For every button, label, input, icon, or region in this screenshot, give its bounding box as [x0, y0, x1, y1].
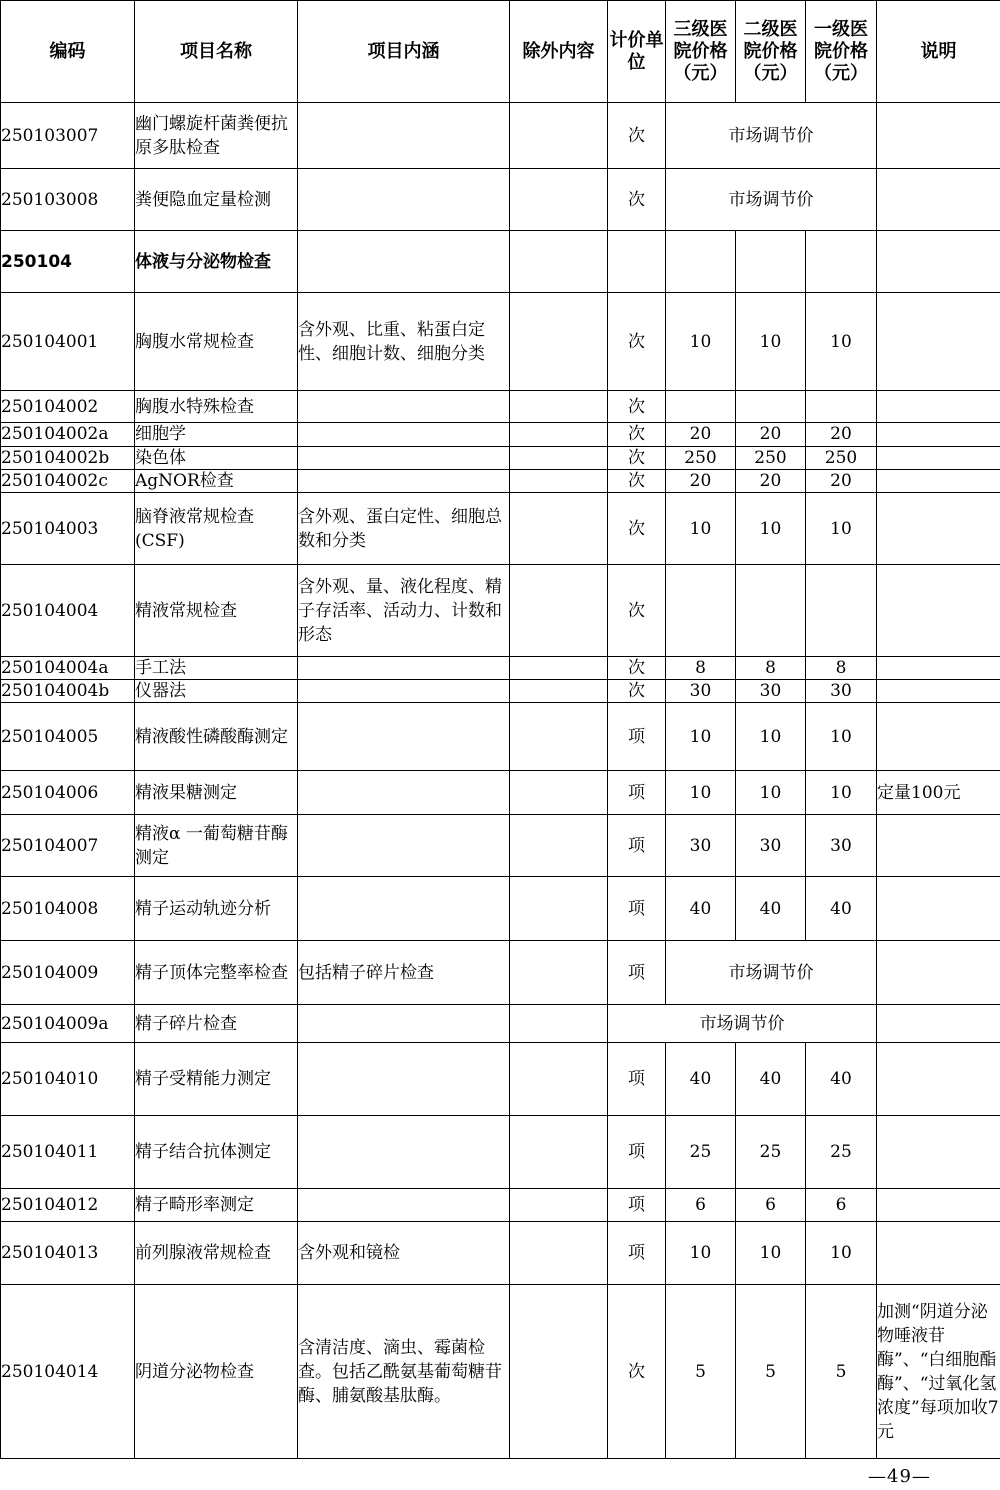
- cell-note: [877, 703, 1000, 771]
- header-excluded: 除外内容: [510, 1, 608, 103]
- cell-scope: 含外观、量、液化程度、精子存活率、活动力、计数和形态: [298, 565, 510, 657]
- cell-note: [877, 680, 1000, 703]
- section-row: [1, 231, 1000, 293]
- table-row: [1, 103, 1000, 169]
- cell-price-level3: 20: [666, 423, 736, 447]
- cell-excluded: [510, 1005, 608, 1043]
- cell-scope: [298, 877, 510, 941]
- cell-scope: 含外观和镜检: [298, 1222, 510, 1285]
- cell-price-level3: 10: [666, 703, 736, 771]
- header-unit: 计价单位: [608, 1, 666, 103]
- page-number: —49—: [868, 1466, 931, 1487]
- cell-excluded: [510, 169, 608, 231]
- cell-scope: [298, 1116, 510, 1189]
- cell-note: [877, 293, 1000, 391]
- cell-scope: 含外观、蛋白定性、细胞总数和分类: [298, 493, 510, 565]
- cell-code: 250104014: [1, 1285, 135, 1459]
- cell-code: 250104002a: [1, 423, 135, 447]
- cell-code: 250104004: [1, 565, 135, 657]
- cell-price-level3: 5: [666, 1285, 736, 1459]
- cell-unit: 次: [608, 1285, 666, 1459]
- cell-market-price: 市场调节价: [666, 941, 877, 1005]
- cell-unit: 次: [608, 493, 666, 565]
- table-row: [1, 1005, 1000, 1043]
- cell-excluded: [510, 1222, 608, 1285]
- cell-unit: 次: [608, 103, 666, 169]
- cell-note: [877, 447, 1000, 470]
- cell-excluded: [510, 877, 608, 941]
- header-scope: 项目内涵: [298, 1, 510, 103]
- header-code: 编码: [1, 1, 135, 103]
- table-row: [1, 657, 1000, 680]
- header-note: 说明: [877, 1, 1000, 103]
- cell-code: 250104012: [1, 1189, 135, 1222]
- table-row: [1, 771, 1000, 815]
- cell-price-level1: 10: [806, 703, 877, 771]
- cell-price-level3: 6: [666, 1189, 736, 1222]
- cell-excluded: [510, 493, 608, 565]
- cell-note: [877, 1222, 1000, 1285]
- cell-price-level1: [806, 231, 877, 293]
- cell-name: 染色体: [135, 447, 298, 470]
- cell-price-level2: 10: [736, 703, 806, 771]
- cell-price-level2: 20: [736, 423, 806, 447]
- cell-price-level1: 250: [806, 447, 877, 470]
- cell-unit: 次: [608, 447, 666, 470]
- cell-name: 体液与分泌物检查: [135, 231, 298, 293]
- cell-scope: [298, 231, 510, 293]
- cell-name: 仪器法: [135, 680, 298, 703]
- cell-unit: 次: [608, 423, 666, 447]
- cell-price-level2: [736, 391, 806, 423]
- cell-scope: [298, 680, 510, 703]
- cell-price-level1: 10: [806, 771, 877, 815]
- table-row: [1, 493, 1000, 565]
- cell-excluded: [510, 447, 608, 470]
- cell-unit: 项: [608, 1222, 666, 1285]
- cell-code: 250104013: [1, 1222, 135, 1285]
- table-row: [1, 470, 1000, 493]
- cell-excluded: [510, 1189, 608, 1222]
- table-row: [1, 423, 1000, 447]
- cell-price-level1: 40: [806, 877, 877, 941]
- cell-price-level3: 30: [666, 815, 736, 877]
- cell-unit: 次: [608, 470, 666, 493]
- table-row: [1, 877, 1000, 941]
- header-price-level1: 一级医院价格（元）: [806, 1, 877, 103]
- cell-price-level1: 6: [806, 1189, 877, 1222]
- cell-price-level2: 30: [736, 815, 806, 877]
- cell-scope: [298, 771, 510, 815]
- cell-note: 定量100元: [877, 771, 1000, 815]
- cell-unit: 次: [608, 293, 666, 391]
- cell-scope: [298, 470, 510, 493]
- cell-name: 精液α 一葡萄糖苷酶测定: [135, 815, 298, 877]
- cell-excluded: [510, 565, 608, 657]
- cell-price-level2: 10: [736, 293, 806, 391]
- header-row: [1, 1, 1000, 103]
- table-row: [1, 565, 1000, 657]
- cell-unit: 项: [608, 1116, 666, 1189]
- cell-code: 250104002b: [1, 447, 135, 470]
- header-price-level2: 二级医院价格（元）: [736, 1, 806, 103]
- cell-code: 250104010: [1, 1043, 135, 1116]
- table-row: [1, 1043, 1000, 1116]
- cell-price-level1: 30: [806, 680, 877, 703]
- cell-scope: 含外观、比重、粘蛋白定性、细胞计数、细胞分类: [298, 293, 510, 391]
- cell-code: 250103008: [1, 169, 135, 231]
- cell-price-level3: 25: [666, 1116, 736, 1189]
- cell-name: 精子畸形率测定: [135, 1189, 298, 1222]
- cell-price-level1: 10: [806, 1222, 877, 1285]
- cell-price-level3: 20: [666, 470, 736, 493]
- table-row: [1, 391, 1000, 423]
- cell-code: 250104001: [1, 293, 135, 391]
- cell-price-level2: 5: [736, 1285, 806, 1459]
- cell-note: 加测“阴道分泌物唾液苷酶”、“白细胞酯酶”、“过氧化氢浓度”每项加收7元: [877, 1285, 1000, 1459]
- cell-name: 前列腺液常规检查: [135, 1222, 298, 1285]
- cell-name: 幽门螺旋杆菌粪便抗原多肽检查: [135, 103, 298, 169]
- cell-unit: 项: [608, 941, 666, 1005]
- cell-price-level1: [806, 391, 877, 423]
- cell-excluded: [510, 771, 608, 815]
- cell-price-level2: 8: [736, 657, 806, 680]
- cell-scope: 包括精子碎片检查: [298, 941, 510, 1005]
- cell-excluded: [510, 231, 608, 293]
- cell-note: [877, 470, 1000, 493]
- cell-unit: 次: [608, 391, 666, 423]
- table-row: [1, 1189, 1000, 1222]
- cell-unit: 项: [608, 815, 666, 877]
- cell-excluded: [510, 1285, 608, 1459]
- cell-scope: [298, 447, 510, 470]
- cell-excluded: [510, 703, 608, 771]
- table-row: [1, 815, 1000, 877]
- cell-excluded: [510, 1116, 608, 1189]
- cell-note: [877, 657, 1000, 680]
- cell-price-level1: 10: [806, 493, 877, 565]
- cell-price-level1: 8: [806, 657, 877, 680]
- cell-excluded: [510, 103, 608, 169]
- cell-name: 胸腹水特殊检查: [135, 391, 298, 423]
- table-row: [1, 703, 1000, 771]
- cell-price-level1: 5: [806, 1285, 877, 1459]
- cell-unit: 项: [608, 771, 666, 815]
- cell-excluded: [510, 1043, 608, 1116]
- cell-unit: 项: [608, 703, 666, 771]
- cell-name: 精子结合抗体测定: [135, 1116, 298, 1189]
- cell-name: 精子运动轨迹分析: [135, 877, 298, 941]
- cell-code: 250104009: [1, 941, 135, 1005]
- cell-code: 250104011: [1, 1116, 135, 1189]
- cell-note: [877, 1189, 1000, 1222]
- cell-scope: [298, 169, 510, 231]
- cell-market-price: 市场调节价: [666, 169, 877, 231]
- cell-excluded: [510, 391, 608, 423]
- cell-note: [877, 1005, 1000, 1043]
- cell-scope: [298, 103, 510, 169]
- cell-price-level1: 20: [806, 423, 877, 447]
- cell-price-level2: 10: [736, 771, 806, 815]
- cell-note: [877, 391, 1000, 423]
- cell-price-level2: 40: [736, 877, 806, 941]
- cell-code: 250104002c: [1, 470, 135, 493]
- cell-scope: [298, 423, 510, 447]
- cell-name: 阴道分泌物检查: [135, 1285, 298, 1459]
- cell-price-level1: 30: [806, 815, 877, 877]
- cell-price-level2: 10: [736, 1222, 806, 1285]
- cell-price-level3: 8: [666, 657, 736, 680]
- cell-price-level3: 30: [666, 680, 736, 703]
- cell-price-level3: [666, 565, 736, 657]
- cell-name: 精子碎片检查: [135, 1005, 298, 1043]
- cell-excluded: [510, 815, 608, 877]
- cell-code: 250104004a: [1, 657, 135, 680]
- cell-price-level1: 20: [806, 470, 877, 493]
- cell-excluded: [510, 657, 608, 680]
- cell-price-level2: 6: [736, 1189, 806, 1222]
- cell-code: 250104009a: [1, 1005, 135, 1043]
- cell-name: 精液常规检查: [135, 565, 298, 657]
- cell-market-price: 市场调节价: [608, 1005, 877, 1043]
- cell-excluded: [510, 423, 608, 447]
- cell-name: 精液酸性磷酸酶测定: [135, 703, 298, 771]
- cell-scope: [298, 1189, 510, 1222]
- cell-note: [877, 1043, 1000, 1116]
- cell-scope: [298, 657, 510, 680]
- cell-excluded: [510, 293, 608, 391]
- table-row: [1, 1222, 1000, 1285]
- cell-name: 精子顶体完整率检查: [135, 941, 298, 1005]
- cell-unit: 次: [608, 169, 666, 231]
- cell-price-level1: 40: [806, 1043, 877, 1116]
- cell-unit: 次: [608, 657, 666, 680]
- cell-unit: 项: [608, 877, 666, 941]
- cell-note: [877, 423, 1000, 447]
- cell-price-level2: [736, 231, 806, 293]
- cell-unit: 项: [608, 1043, 666, 1116]
- cell-price-level1: 10: [806, 293, 877, 391]
- cell-code: 250104003: [1, 493, 135, 565]
- table-row: [1, 941, 1000, 1005]
- table-row: [1, 1285, 1000, 1459]
- cell-price-level2: 30: [736, 680, 806, 703]
- cell-note: [877, 103, 1000, 169]
- cell-excluded: [510, 470, 608, 493]
- cell-name: AgNOR检查: [135, 470, 298, 493]
- cell-price-level3: 40: [666, 877, 736, 941]
- cell-note: [877, 493, 1000, 565]
- cell-price-level1: [806, 565, 877, 657]
- cell-unit: 次: [608, 680, 666, 703]
- cell-note: [877, 1116, 1000, 1189]
- cell-note: [877, 815, 1000, 877]
- cell-name: 脑脊液常规检查(CSF): [135, 493, 298, 565]
- cell-note: [877, 231, 1000, 293]
- cell-name: 手工法: [135, 657, 298, 680]
- cell-name: 精子受精能力测定: [135, 1043, 298, 1116]
- cell-code: 250104005: [1, 703, 135, 771]
- cell-price-level2: 40: [736, 1043, 806, 1116]
- cell-name: 粪便隐血定量检测: [135, 169, 298, 231]
- table-row: [1, 680, 1000, 703]
- cell-price-level3: [666, 231, 736, 293]
- cell-scope: [298, 815, 510, 877]
- table-row: [1, 447, 1000, 470]
- cell-price-level2: 20: [736, 470, 806, 493]
- cell-code: 250104004b: [1, 680, 135, 703]
- cell-excluded: [510, 680, 608, 703]
- cell-price-level3: 10: [666, 493, 736, 565]
- cell-price-level2: 250: [736, 447, 806, 470]
- table-row: [1, 169, 1000, 231]
- cell-price-level3: 10: [666, 1222, 736, 1285]
- cell-excluded: [510, 941, 608, 1005]
- cell-price-level2: 25: [736, 1116, 806, 1189]
- cell-price-level3: 40: [666, 1043, 736, 1116]
- table-row: [1, 1116, 1000, 1189]
- cell-code: 250104002: [1, 391, 135, 423]
- cell-scope: 含清洁度、滴虫、霉菌检查。包括乙酰氨基葡萄糖苷酶、脯氨酸基肽酶。: [298, 1285, 510, 1459]
- cell-price-level2: [736, 565, 806, 657]
- cell-code: 250104006: [1, 771, 135, 815]
- cell-unit: [608, 231, 666, 293]
- cell-market-price: 市场调节价: [666, 103, 877, 169]
- cell-scope: [298, 1043, 510, 1116]
- cell-price-level3: [666, 391, 736, 423]
- cell-name: 细胞学: [135, 423, 298, 447]
- cell-name: 胸腹水常规检查: [135, 293, 298, 391]
- cell-code: 250103007: [1, 103, 135, 169]
- cell-scope: [298, 1005, 510, 1043]
- cell-note: [877, 169, 1000, 231]
- cell-name: 精液果糖测定: [135, 771, 298, 815]
- cell-price-level3: 10: [666, 771, 736, 815]
- cell-price-level3: 10: [666, 293, 736, 391]
- table-row: [1, 293, 1000, 391]
- cell-unit: 项: [608, 1189, 666, 1222]
- cell-note: [877, 941, 1000, 1005]
- cell-price-level2: 10: [736, 493, 806, 565]
- header-name: 项目名称: [135, 1, 298, 103]
- cell-code: 250104: [1, 231, 135, 293]
- cell-price-level1: 25: [806, 1116, 877, 1189]
- cell-note: [877, 877, 1000, 941]
- cell-price-level3: 250: [666, 447, 736, 470]
- header-price-level3: 三级医院价格（元）: [666, 1, 736, 103]
- cell-code: 250104008: [1, 877, 135, 941]
- cell-unit: 次: [608, 565, 666, 657]
- cell-code: 250104007: [1, 815, 135, 877]
- cell-scope: [298, 703, 510, 771]
- cell-scope: [298, 391, 510, 423]
- cell-note: [877, 565, 1000, 657]
